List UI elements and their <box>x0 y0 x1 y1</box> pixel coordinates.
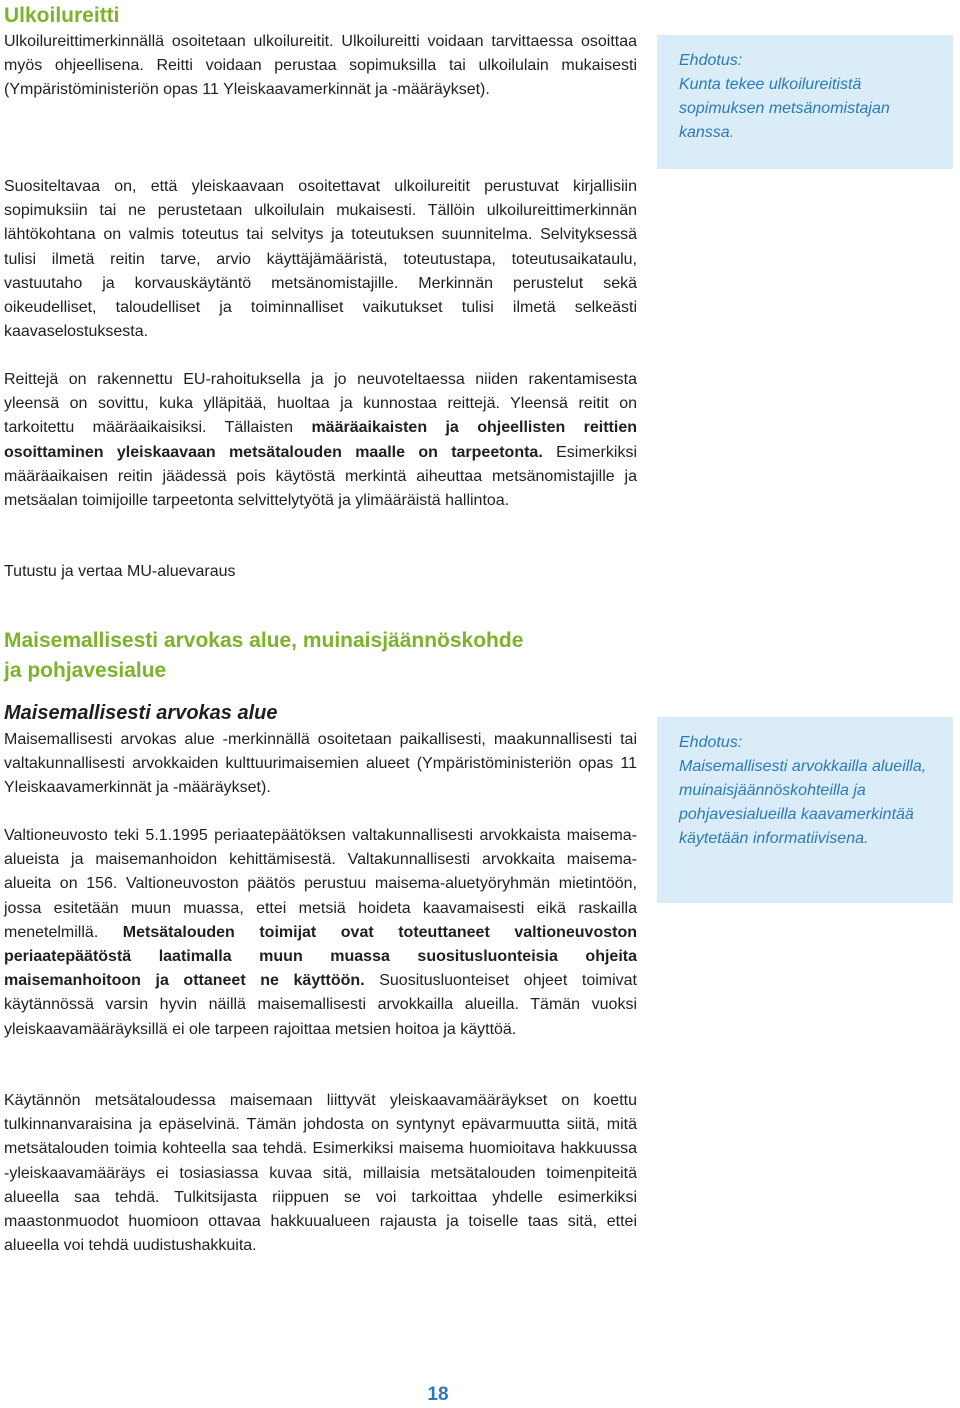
paragraph-eu-funding-end: Esimerkiksi määräaikaisen reitin jäädessä pois käytöstä merkintä aiheuttaa metsänomistajille ja metsäalan toimijoille tarpeetonta selvittelytyötä ja ylimääräistä hallintoa. <box>4 443 637 510</box>
suggestion-box-2 <box>657 717 953 903</box>
paragraph-recommendation: Suositeltavaa on, että yleiskaavaan osoitettavat ulkoilureitit perustuvat kirjallisiin sopimuksiin tai ne perustetaan ulkoilulain mukaisesti. Tällöin ulkoilureittimerkinnän lähtökohtana on valmis toteutus tai selvitys ja toteutuksen suunnitelma. Selvityksessä tulisi ilmetä reitin tarve, arvio käyttäjämääristä, toteutustapa, toteutusaikataulu, vastuutaho ja korvauskäytäntö metsänomistajille. Merkinnän perustelut sekä oikeudelliset, taloudelliset ja toiminnalliset vaikutukset tulisi ilmetä selkeästi kaavaselostuksesta. <box>4 178 637 341</box>
section-heading-landscape-line1: Maisemallisesti arvokas alue, muinaisjäännöskohde <box>4 629 524 652</box>
suggestion-text: Maisemallisesti arvokkailla alueilla, muinaisjäännöskohteilla ja pohjavesialueilla kaavamerkintää käytetään informatiivisena. <box>679 758 927 847</box>
paragraph-government-decision-bold: Metsätalouden toimijat ovat toteuttaneet valtioneuvoston periaatepäätöstä laatimalla muun muassa suositusluonteisia ohjeita maisemanhoitoon ja ottaneet ne käyttöön. <box>4 923 637 990</box>
paragraph-government-decision-end: Suositusluonteiset ohjeet toimivat käytännössä varsin hyvin näillä maisemallisesti arvokkailla alueilla. Tämän vuoksi yleiskaavamääräyksillä ei ole tarpeen rajoittaa metsien hoitoa ja käyttöä. <box>4 972 637 1038</box>
paragraph-landscape-marking: Maisemallisesti arvokas alue -merkinnällä osoitetaan paikallisesti, maakunnallisesti tai valtakunnallisesti arvokkaiden kulttuurimaisemien alueet (Ympäristöministeriön opas 11 Yleiskaavamerkinnät ja -määräykset). <box>4 731 637 797</box>
section-heading-landscape-line2: ja pohjavesialue <box>4 659 167 682</box>
section-heading-ulkoilureitti: Ulkoilureitti <box>4 4 120 27</box>
paragraph-eu-funding-bold: määräaikaisten ja ohjeellisten reittien osoittaminen yleiskaavaan metsätalouden maalle on tarpeetonta. <box>4 419 637 461</box>
paragraph-practical-forestry: Käytännön metsätaloudessa maisemaan liittyvät yleiskaavamääräykset on koettu tulkinnanvaraisina ja epäselvinä. Tämän johdosta on syntynyt epävarmuutta siitä, mitä metsätalouden toimia kohteella saa tehdä. Esimerkiksi maisema huomioitava hakkuussa -yleiskaavamääräys ei tosiasiassa kuvaa sitä, millaisia metsätalouden toimenpiteitä alueella saa tehdä. Tulkitsijasta riippuen se voi tarkoittaa yhdelle esimerkiksi maastonmuodot huomioon ottavaa hakkuualueen rajausta ja toiselle taas sitä, ettei alueella voi tehdä uudistushakkuita. <box>4 1092 637 1255</box>
page-number: 18 <box>427 1384 449 1405</box>
suggestion-title: Ehdotus: <box>679 734 743 751</box>
paragraph-government-decision <box>4 824 637 1042</box>
intro-paragraph: Ulkoilureittimerkinnällä osoitetaan ulkoilureitit. Ulkoilureitti voidaan tarvittaessa osoittaa myös ohjeellisena. Reitti voidaan perustaa sopimuksilla tai ulkoilulain mukaisesti (Ympäristöministeriön opas 11 Yleiskaavamerkinnät ja -määräykset). <box>4 33 637 99</box>
paragraph-see-also: Tutustu ja vertaa MU-aluevaraus <box>4 563 236 580</box>
suggestion-box-1 <box>657 35 953 169</box>
paragraph-eu-funding-start: Reittejä on rakennettu EU-rahoituksella ja jo neuvoteltaessa niiden rakentamisesta yleensä on sovittu, kuka ylläpitää, huoltaa ja kunnostaa reittejä. Yleensä reitit on tarkoitettu määräaikaisiksi. Tällaisten <box>4 371 637 437</box>
suggestion-text: Kunta tekee ulkoilureitistä sopimuksen metsänomistajan kanssa. <box>679 76 890 141</box>
subheading-landscape-area: Maisemallisesti arvokas alue <box>4 702 278 724</box>
suggestion-title: Ehdotus: <box>679 52 743 69</box>
paragraph-eu-funding <box>4 368 637 513</box>
section-heading-landscape <box>4 626 523 686</box>
paragraph-government-decision-start: Valtioneuvosto teki 5.1.1995 periaatepäätöksen valtakunnallisesti arvokkaista maisema-alueista ja maisemanhoidon kehittämisestä. Valtakunnallisesti arvokkaita maisema-alueita on 156. Valtioneuvoston päätös perustuu maisema-aluetyöryhmän mietintöön, jossa esitetään muun muassa, ettei metsiä hoideta kaavamaisesti eikä raskailla menetelmillä. <box>4 827 637 941</box>
